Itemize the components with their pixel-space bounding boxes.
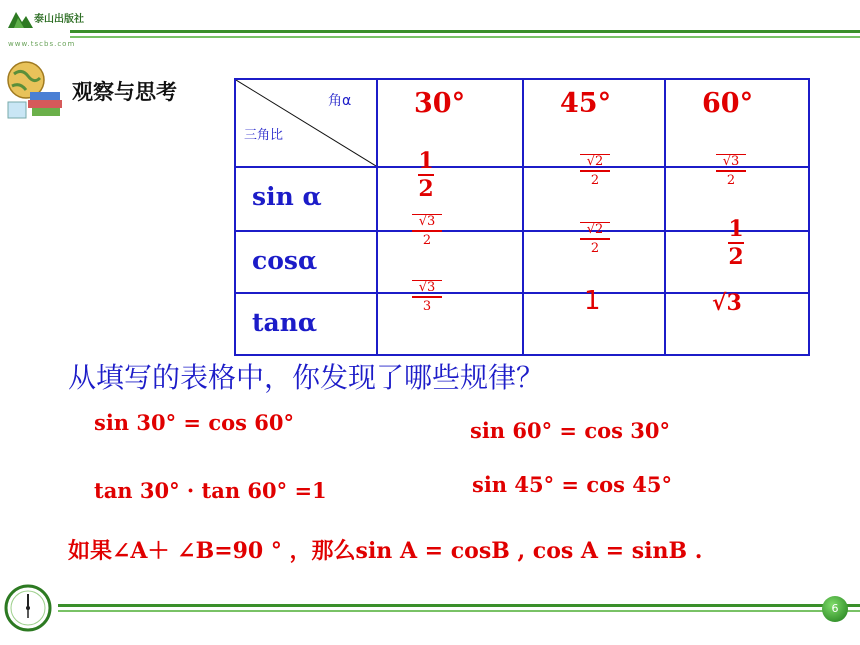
row-label: tanα <box>252 308 318 337</box>
numerator: √2 <box>580 154 610 168</box>
clock-icon <box>4 584 52 632</box>
equation-sin60-cos30: sin 60° = cos 30° <box>470 418 670 443</box>
fraction <box>580 222 610 255</box>
table-row-sin <box>235 167 809 231</box>
table-cell <box>523 286 665 355</box>
table-row-cos <box>235 231 809 293</box>
footer-divider-light <box>58 610 860 612</box>
angle-label: 45° <box>560 88 612 119</box>
table-cell <box>665 216 809 293</box>
footer-divider <box>58 604 860 607</box>
table-cell <box>665 290 809 355</box>
globe-books-icon <box>4 58 66 122</box>
numerator: √3 <box>412 214 442 228</box>
row-label: cosα <box>252 246 318 275</box>
conclusion-text: 如果∠A＋ ∠B=90 ° ，那么sin A = cosB , cos A = sinB . <box>68 538 703 564</box>
row-label-cell <box>235 231 377 293</box>
fraction <box>412 214 442 247</box>
fraction <box>728 218 744 268</box>
table-cell <box>377 214 523 293</box>
numerator: √3 <box>412 280 442 294</box>
numerator: 1 <box>728 216 744 242</box>
question-text: 从填写的表格中，你发现了哪些规律？ <box>68 361 545 394</box>
corner-ratio-label: 三角比 <box>244 128 284 143</box>
row-label: sin α <box>252 182 322 211</box>
table-row-tan <box>235 293 809 355</box>
fraction <box>418 150 434 200</box>
numerator: 1 <box>418 148 434 174</box>
diagonal-line <box>236 80 376 166</box>
equation-tan-product: tan 30° · tan 60° =1 <box>94 478 327 503</box>
denominator: 2 <box>590 173 600 188</box>
table-cell <box>523 222 665 293</box>
cell-value: √3 <box>712 290 742 316</box>
fraction <box>580 154 610 187</box>
denominator: 2 <box>726 173 736 188</box>
publisher-url: www.tscbs.com <box>8 40 76 48</box>
equation-sin45-cos45: sin 45° = cos 45° <box>472 472 672 497</box>
fraction <box>412 280 442 313</box>
corner-angle-label: 角α <box>328 93 352 109</box>
header-divider <box>70 30 860 33</box>
numerator: √3 <box>716 154 746 168</box>
fraction <box>716 154 746 187</box>
page-number-badge: 6 <box>822 596 848 622</box>
numerator: √2 <box>580 222 610 236</box>
angle-label: 60° <box>702 88 754 119</box>
publisher-logo-icon <box>6 6 34 30</box>
table-cell <box>377 280 523 355</box>
cell-value: 1 <box>584 286 601 316</box>
equation-sin30-cos60: sin 30° = cos 60° <box>94 410 294 435</box>
angle-header-30 <box>377 79 523 167</box>
angle-label: 30° <box>414 88 466 119</box>
denominator: 2 <box>422 233 432 248</box>
denominator: 2 <box>728 244 744 270</box>
header-divider-light <box>70 36 860 38</box>
trig-ratio-table <box>234 78 810 356</box>
row-label-cell <box>235 167 377 231</box>
table-corner-cell <box>235 79 377 167</box>
denominator: 2 <box>590 241 600 256</box>
denominator: 3 <box>422 299 432 314</box>
publisher-name: 泰山出版社 <box>34 14 84 25</box>
row-label-cell <box>235 293 377 355</box>
denominator: 2 <box>418 176 434 202</box>
table-cell <box>377 148 523 231</box>
section-title: 观察与思考 <box>72 80 177 104</box>
